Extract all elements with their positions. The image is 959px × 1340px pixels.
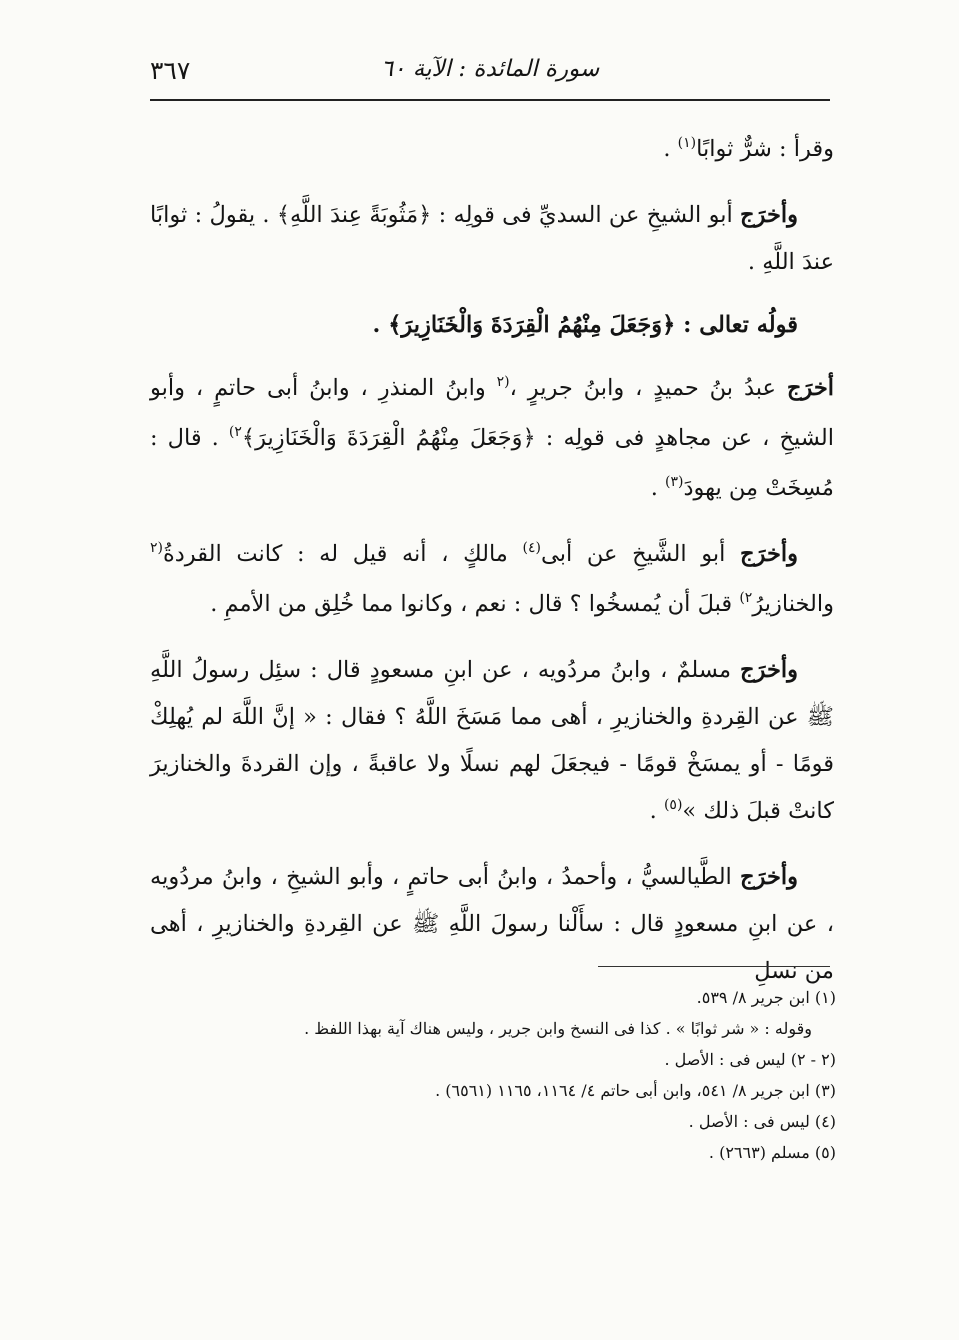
paragraph-1 <box>150 126 834 176</box>
text: مالكٍ ، أنه قيل له : كانت القردةُ <box>163 541 523 567</box>
main-text <box>150 126 834 1011</box>
footnotes <box>160 982 836 1168</box>
text: . <box>649 798 664 824</box>
footnote-1: (١) ابن جرير ٨/ ٥٣٩. <box>696 988 836 1007</box>
footnote-ref: (٥) <box>663 797 683 813</box>
lead-word: وأخرَج <box>740 202 798 228</box>
text: وقرأ : شرٌّ ثوابًا <box>696 136 834 162</box>
text: . <box>663 136 678 162</box>
text: مسلمٌ ، وابنُ مردُويه ، عن ابنِ مسعودٍ قال : سئِل رسولُ اللَّهِ ﷺ عن القِردةِ والخنازيرِ ، أهى مما مَسَخَ اللَّهُ ؟ فقال : « إنَّ اللَّهَ لم يُهلِكْ قومًا - أو يمسَخْ قومًا - فيجعَلَ لهم نسلًا ولا عاقبةً ، وإن القردةَ والخنازيرَ كانتْ قبلَ ذلك » <box>150 657 834 824</box>
paragraph-6 <box>150 854 834 995</box>
paragraph-2 <box>150 192 834 286</box>
text: أبو الشيخِ عن السديِّ فى قولِه : ﴿مَثُوبَةً عِندَ اللَّهِ﴾ . يقولُ : ثوابًا عندَ اللَّهِ . <box>150 202 834 275</box>
footnote-4: (٤) ليس فى : الأصل . <box>688 1112 836 1131</box>
footnote-divider <box>598 966 830 967</box>
running-title: سورة المائدة : الآية ٦٠ <box>380 56 600 82</box>
page-header <box>150 46 830 94</box>
footnote-ref: ٢) <box>228 424 242 440</box>
text: وابنُ المنذرِ ، وابنُ أبى حاتمٍ ، وأبو الشيخِ ، عن مجاهدٍ فى قولِه : ﴿وَجَعَلَ مِنْهُمُ الْقِرَدَةَ وَالْخَنَازِيرَ﴾ <box>150 375 834 451</box>
text: عبدُ بنُ حميدٍ ، وابنُ جريرٍ ، <box>509 375 787 401</box>
footnote-ref: (٣) <box>665 474 684 490</box>
paragraph-4 <box>150 531 834 631</box>
footnote-ref: (٢ <box>150 540 163 556</box>
lead-word: أخرَج <box>786 375 834 401</box>
footnote-3: (٣) ابن جرير ٨/ ٥٤١، وابن أبى حاتم ٤/ ١١٦٤، ١١٦٥ (٦٥٦١) . <box>435 1081 836 1100</box>
footnote-2: (٢ - ٢) ليس فى : الأصل . <box>664 1050 836 1069</box>
text: والخنازيرُ <box>752 591 834 617</box>
text: الطَّيالسيُّ ، وأحمدُ ، وابنُ أبى حاتمٍ ، وأبو الشيخِ ، وابنُ مردُويه ، عن ابنِ مسعودٍ قال : سأَلْنا رسولَ اللَّهِ ﷺ عن القِردةِ والخنازيرِ ، أهى من نسلِ <box>150 864 834 984</box>
footnote-ref: (٤) <box>522 540 541 556</box>
lead-word: وأخرَج <box>740 657 798 683</box>
footnote-1-note: وقوله : « شر ثوابًا » . كذا فى النسخ وابن جرير ، وليس هناك آية بهذا اللفظ . <box>304 1019 812 1038</box>
lead-word: وأخرَج <box>740 541 798 567</box>
text: قبلَ أن يُمسخُوا ؟ قال : نعم ، وكانوا مما خُلِق من الأممِ . <box>210 591 740 617</box>
text: أبو الشَّيخِ عن أبى <box>540 541 741 567</box>
verse-heading: قولُه تعالى : ﴿وَجَعَلَ مِنْهُمُ الْقِرَدَةَ وَالْخَنَازِيرَ﴾ . <box>372 312 798 338</box>
lead-word: وأخرَج <box>740 864 798 890</box>
footnote-ref: (١) <box>677 135 697 151</box>
text: . <box>650 475 666 501</box>
header-divider <box>150 99 830 101</box>
paragraph-5 <box>150 647 834 838</box>
page-number: ٣٦٧ <box>150 56 191 85</box>
footnote-ref: ٢) <box>739 590 753 606</box>
footnote-5: (٥) مسلم (٢٦٦٣) . <box>708 1143 836 1162</box>
footnote-ref: (٢ <box>496 374 510 390</box>
text: . قال : مُسِخَتْ مِن يهودَ <box>150 425 834 501</box>
paragraph-3 <box>150 365 834 515</box>
